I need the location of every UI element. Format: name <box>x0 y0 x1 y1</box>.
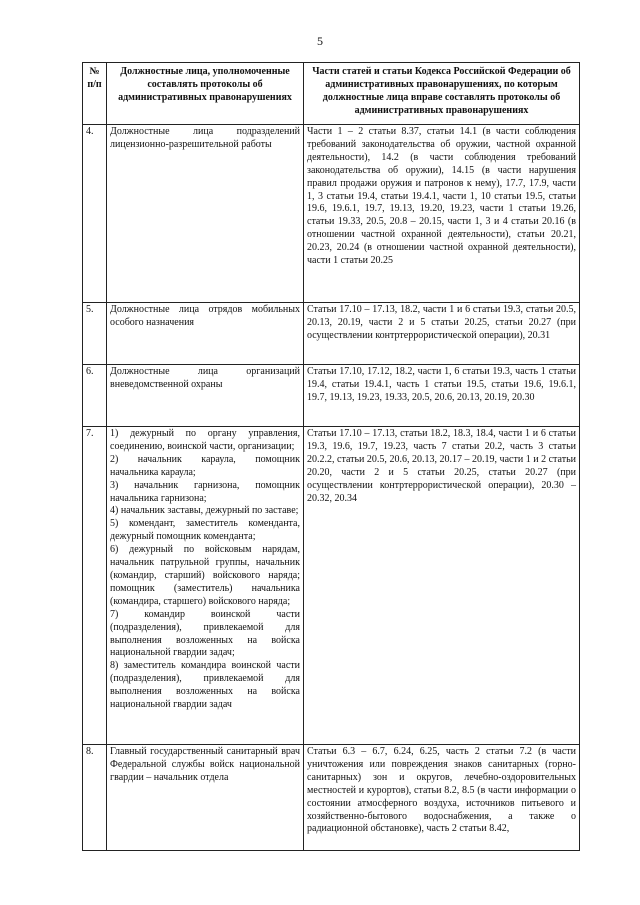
table-row <box>83 125 580 303</box>
header-articles: Части статей и статьи Кодекса Российской Федерации об административных правонарушениях, по которым должностные лица вправе составлять протоколы об административных правонарушениях <box>304 63 580 125</box>
row-officials: Должностные лица организаций вневедомственной охраны <box>107 365 304 427</box>
table-header-row <box>83 63 580 125</box>
row-number: 6. <box>83 365 107 427</box>
table-row <box>83 365 580 427</box>
row-articles: Статьи 17.10 – 17.13, статьи 18.2, 18.3, 18.4, части 1 и 6 статьи 19.3, 19.6, 19.7, 19.23, часть 7 статьи 20.2, часть 3 статьи 20.2.2, статьи 20.5, 20.6, 20.13, 20.17 – 20.19, части 1 и 2 статьи 20.20, части 2 и 5 статьи 20.25, статьи 20.27 (при осуществлении контртеррористической операции), 20.30 – 20.32, 20.34 <box>304 427 580 745</box>
table-row <box>83 427 580 745</box>
table-row <box>83 303 580 365</box>
official-item: 8) заместитель командира воинской части (подразделения), привлекаемой для выполнения возложенных на войска национальной гвардии задач <box>110 660 300 711</box>
header-num: № п/п <box>83 63 107 125</box>
header-officials: Должностные лица, уполномоченные составлять протоколы об административных правонарушениях <box>107 63 304 125</box>
row-officials: Главный государственный санитарный врач Федеральной службы войск национальной гвардии – начальник отдела <box>107 745 304 851</box>
row-articles: Статьи 17.10, 17.12, 18.2, части 1, 6 статьи 19.3, часть 1 статьи 19.4, статьи 19.4.1, часть 1 статьи 19.5, статьи 19.6, 19.6.1, 19.7, 19.13, 19.23, 19.33, 20.5, 20.6, 20.13, 20.19, 20.30 <box>304 365 580 427</box>
row-officials-list <box>107 427 304 745</box>
official-item: 3) начальник гарнизона, помощник начальника гарнизона; <box>110 479 300 504</box>
row-number: 5. <box>83 303 107 365</box>
row-number: 8. <box>83 745 107 851</box>
row-articles: Части 1 – 2 статьи 8.37, статьи 14.1 (в части соблюдения требований законодательства об оружии, частной охранной деятельности), 14.2 (в части соблюдения требований законодательства об оружии), 14.15 (в части нарушения правил продажи оружия и патронов к нему), 17.7, 17.9, части 1, 3 статьи 19.4, статьи 19.4.1, части 1, 10 статьи 19.5, статьи 19.6, 19.6.1, 19.7, 19.13, 19.20, 19.23, части 1 статьи 19.26, статьи 19.33, 20.5, 20.8 – 20.15, части 1, 3 и 4 статьи 20.16 (в отношении частной охранной деятельности), статьи 20.21, 20.23, 20.24 (в отношении частной охранной деятельности), части 1 статьи 20.25 <box>304 125 580 303</box>
row-number: 4. <box>83 125 107 303</box>
row-articles: Статьи 6.3 – 6.7, 6.24, 6.25, часть 2 статьи 7.2 (в части уничтожения или повреждения знаков санитарных (горно-санитарных) зон и округов, лечебно-оздоровительных местностей и курортов), статьи 8.2, 8.5 (в части информации о состоянии атмосферного воздуха, источников питьевого и хозяйственно-бытового водоснабжения, а также о радиационной обстановке), часть 2 статьи 8.42, <box>304 745 580 851</box>
page-number: 5 <box>317 34 323 48</box>
official-item: 4) начальник заставы, дежурный по заставе; <box>110 505 299 517</box>
row-officials: Должностные лица отрядов мобильных особого назначения <box>107 303 304 365</box>
row-number: 7. <box>83 427 107 745</box>
table-row <box>83 745 580 851</box>
official-item: 7) командир воинской части (подразделения), привлекаемой для выполнения возложенных на войска национальной гвардии задач; <box>110 608 300 659</box>
officials-articles-table <box>82 62 580 851</box>
official-item: 2) начальник караула, помощник начальника караула; <box>110 453 300 478</box>
official-item: 5) комендант, заместитель коменданта, дежурный помощник коменданта; <box>110 518 300 543</box>
row-officials: Должностные лица подразделений лицензионно-разрешительной работы <box>107 125 304 303</box>
row-articles: Статьи 17.10 – 17.13, 18.2, части 1 и 6 статьи 19.3, статьи 20.5, 20.13, 20.19, части 2 и 5 статьи 20.25, статьи 20.27 (при осуществлении контртеррористической операции), 20.31 <box>304 303 580 365</box>
official-item: 6) дежурный по войсковым нарядам, начальник патрульной группы, начальник (командир, старший) войскового наряда; помощник (заместитель) начальника (командира, старшего) войскового наряда; <box>110 544 300 607</box>
official-item: 1) дежурный по органу управления, соединению, воинской части, организации; <box>110 428 300 452</box>
